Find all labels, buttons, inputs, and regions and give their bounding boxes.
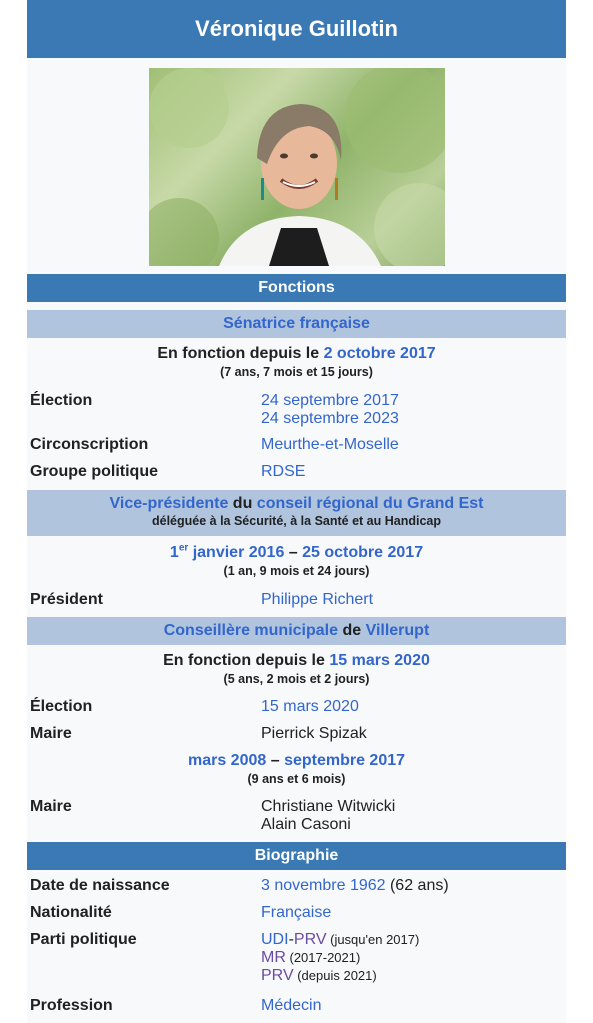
portrait-photo[interactable] — [149, 68, 445, 266]
start-sup: er — [178, 542, 189, 554]
circonscription-link[interactable]: Meurthe-et-Moselle — [261, 436, 399, 453]
prev-dash: – — [266, 752, 285, 769]
age-text: (62 ans) — [385, 877, 449, 894]
end-date-link[interactable]: 25 octobre 2017 — [302, 544, 424, 561]
start-date-link[interactable] — [170, 544, 284, 561]
circonscription-label: Circonscription — [30, 436, 149, 453]
prev-maire-2: Alain Casoni — [261, 816, 351, 833]
prv-link[interactable]: PRV — [293, 931, 327, 948]
conseil-regional-link[interactable]: conseil régional du Grand Est — [256, 495, 484, 512]
de-text: de — [338, 622, 366, 639]
conseillere-election-link[interactable]: 15 mars 2020 — [261, 698, 359, 715]
date-dash: – — [284, 544, 303, 561]
president-link[interactable]: Philippe Richert — [261, 591, 374, 608]
election-label: Élection — [30, 392, 93, 409]
vice-presidente-duration: (1 an, 9 mois et 24 jours) — [223, 564, 370, 578]
infobox — [27, 0, 566, 1023]
conseillere-duration: (5 ans, 2 mois et 2 jours) — [223, 672, 370, 686]
mr-link[interactable]: MR — [261, 949, 286, 966]
portrait-image — [149, 68, 445, 266]
start-day: 1 — [169, 544, 179, 561]
prev-maire-label: Maire — [30, 798, 72, 815]
udi-link[interactable]: UDI — [261, 931, 289, 948]
election-values — [261, 392, 399, 428]
note-jusquen: (jusqu'en 2017) — [326, 932, 420, 947]
du-text: du — [228, 495, 257, 512]
senatrice-start-date-link[interactable]: 2 octobre 2017 — [323, 345, 436, 362]
groupe-link[interactable]: RDSE — [261, 463, 306, 480]
conseillere-link[interactable]: Conseillère municipale — [163, 622, 338, 639]
conseillere-election-label: Élection — [30, 698, 93, 715]
nationalite-link[interactable]: Française — [261, 904, 332, 921]
senatrice-header[interactable] — [27, 310, 566, 338]
maire-label: Maire — [30, 725, 72, 742]
note-2017-2021: (2017-2021) — [285, 950, 361, 965]
conseillere-start-date-link[interactable]: 15 mars 2020 — [329, 652, 430, 669]
maire-value: Pierrick Spizak — [261, 725, 367, 742]
vice-presidente-link[interactable]: Vice-présidente — [109, 495, 229, 512]
section-header-biographie: Biographie — [27, 842, 566, 870]
start-rest: janvier 2016 — [188, 544, 285, 561]
note-depuis: (depuis 2021) — [293, 968, 377, 983]
infobox-title: Véronique Guillotin — [27, 0, 566, 58]
profession-label: Profession — [30, 997, 113, 1014]
prev-start-link[interactable]: mars 2008 — [187, 752, 267, 769]
prev-maire-values — [261, 798, 395, 834]
conseillere-header — [27, 617, 566, 645]
section-header-fonctions: Fonctions — [27, 274, 566, 302]
profession-link[interactable]: Médecin — [261, 997, 322, 1014]
prev-duration: (9 ans et 6 mois) — [247, 772, 346, 786]
prv2-link[interactable]: PRV — [261, 967, 294, 984]
senatrice-duration: (7 ans, 7 mois et 15 jours) — [220, 365, 373, 379]
parti-dash: - — [288, 931, 294, 948]
naissance-link[interactable]: 3 novembre 1962 — [261, 877, 386, 894]
vice-presidente-term — [27, 544, 566, 578]
prev-maire-1: Christiane Witwicki — [261, 798, 396, 815]
vice-presidente-header — [27, 490, 566, 536]
nationalite-label: Nationalité — [30, 904, 112, 921]
previous-term — [27, 752, 566, 786]
senatrice-link[interactable]: Sénatrice française — [223, 315, 370, 332]
conseillere-prefix: En fonction depuis le — [163, 652, 330, 669]
groupe-label: Groupe politique — [30, 463, 158, 480]
senatrice-term — [27, 345, 566, 379]
naissance-label: Date de naissance — [30, 877, 170, 894]
prev-end-link[interactable]: septembre 2017 — [284, 752, 406, 769]
conseillere-term — [27, 652, 566, 686]
parti-label: Parti politique — [30, 931, 137, 948]
election-2017-link[interactable]: 24 septembre 2017 — [261, 392, 399, 409]
parti-values — [261, 931, 419, 985]
villerupt-link[interactable]: Villerupt — [365, 622, 430, 639]
delegation-text: déléguée à la Sécurité, à la Santé et au Handicap — [151, 514, 441, 528]
term-prefix: En fonction depuis le — [157, 345, 324, 362]
president-label: Président — [30, 591, 103, 608]
election-2023-link[interactable]: 24 septembre 2023 — [261, 410, 399, 427]
